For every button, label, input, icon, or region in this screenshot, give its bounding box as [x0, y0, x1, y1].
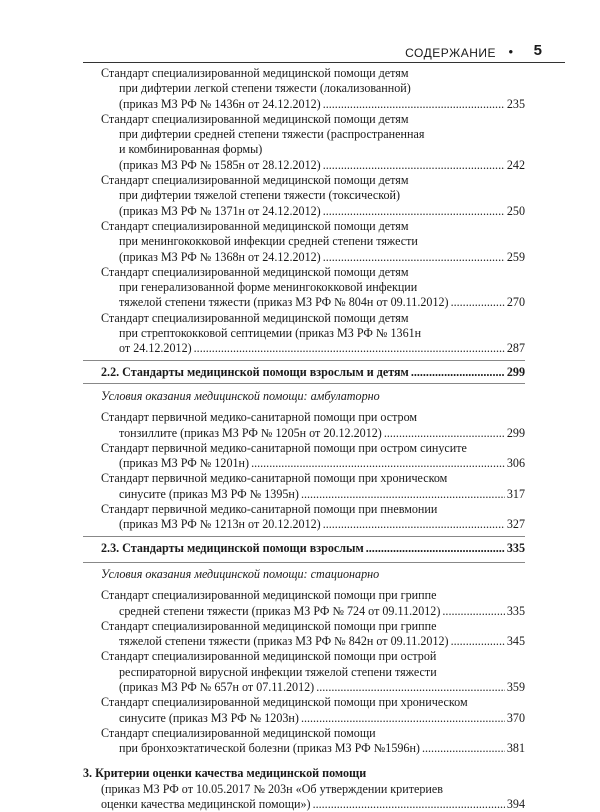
- entry-page-number: 270: [506, 295, 525, 310]
- toc-entry[interactable]: [83, 502, 525, 533]
- toc-entry[interactable]: [83, 311, 525, 357]
- entry-last-line: [101, 711, 525, 726]
- entry-last-line: [101, 487, 525, 502]
- chapter-title: 3. Критерии оценки качества медицинской помощи: [83, 766, 367, 781]
- entry-line: при стрептококковой септицемии (приказ МЗ РФ № 1361н: [119, 326, 422, 341]
- entry-last-text: тяжелой степени тяжести (приказ МЗ РФ № 804н от 09.11.2012): [119, 295, 449, 310]
- chapter-last-line: [101, 797, 525, 812]
- entry-last-line: [101, 456, 525, 471]
- entry-last-line: [101, 204, 525, 219]
- entry-line: респираторной вирусной инфекции тяжелой степени тяжести: [119, 664, 437, 679]
- conditions-stationary: Условия оказания медицинской помощи: стационарно: [83, 562, 525, 588]
- leader-dots: [422, 741, 505, 756]
- leader-dots: [323, 158, 505, 173]
- entry-last-line: [101, 634, 525, 649]
- entry-last-text: (приказ МЗ РФ № 1436н от 24.12.2012): [119, 96, 321, 111]
- running-head-bullet: •: [508, 44, 513, 59]
- leader-dots: [301, 487, 505, 502]
- chapter-last-text: оценки качества медицинской помощи»): [101, 797, 311, 812]
- toc-entry[interactable]: [83, 695, 525, 726]
- table-of-contents: [83, 66, 525, 812]
- leader-dots: [323, 97, 505, 112]
- entries-2-3: [83, 588, 525, 756]
- chapter-page: 394: [506, 797, 525, 812]
- entry-line: Стандарт специализированной медицинской помощи при гриппе: [101, 588, 437, 603]
- leader-dots: [313, 797, 505, 812]
- entry-last-text: (приказ МЗ РФ № 1371н от 24.12.2012): [119, 203, 321, 218]
- entry-last-text: средней степени тяжести (приказ МЗ РФ № 724 от 09.11.2012): [119, 603, 441, 618]
- leader-dots: [316, 680, 505, 695]
- entry-last-text: от 24.12.2012): [119, 341, 192, 356]
- entry-line: Стандарт специализированной медицинской помощи: [101, 725, 376, 740]
- entry-last-line: [101, 604, 525, 619]
- entry-line: Стандарт специализированной медицинской помощи детям: [101, 66, 409, 80]
- leader-dots: [251, 456, 505, 471]
- leader-dots: [451, 634, 505, 649]
- entries-2-2: [83, 410, 525, 532]
- leader-dots: [451, 295, 505, 310]
- toc-entry[interactable]: [83, 471, 525, 502]
- entry-last-text: (приказ МЗ РФ № 1368н от 24.12.2012): [119, 249, 321, 264]
- entry-page-number: 381: [506, 741, 525, 756]
- toc-entry[interactable]: [83, 619, 525, 650]
- chapter-3-heading[interactable]: [83, 766, 525, 812]
- leader-dots: [323, 517, 505, 532]
- entry-page-number: 299: [506, 425, 525, 440]
- section-2-3-heading[interactable]: [83, 536, 525, 559]
- entry-last-line: [101, 295, 525, 310]
- chapter-line: (приказ МЗ РФ от 10.05.2017 № 203н «Об утверждении критериев: [101, 781, 443, 796]
- entry-last-text: синусите (приказ МЗ РФ № 1395н): [119, 486, 299, 501]
- page-header: [0, 38, 600, 58]
- entry-page-number: 359: [506, 679, 525, 694]
- chapter-subtitle: [83, 782, 525, 812]
- entry-line: Стандарт первичной медико-санитарной помощи при остром: [101, 410, 418, 425]
- entry-last-text: тяжелой степени тяжести (приказ МЗ РФ № 842н от 09.11.2012): [119, 634, 449, 649]
- entry-last-text: (приказ МЗ РФ № 1213н от 20.12.2012): [119, 517, 321, 532]
- spacer: [83, 756, 525, 760]
- entry-page-number: 259: [506, 249, 525, 264]
- toc-entry[interactable]: [83, 219, 525, 265]
- entry-last-text: при бронхоэктатической болезни (приказ МЗ РФ №1596н): [119, 741, 420, 756]
- leader-dots: [323, 204, 505, 219]
- leader-dots: [301, 711, 505, 726]
- entry-line: при дифтерии легкой степени тяжести (локализованной): [119, 81, 411, 96]
- page-number: 5: [533, 42, 542, 59]
- leader-dots: [194, 341, 505, 356]
- entry-last-line: [101, 341, 525, 356]
- entry-page-number: 317: [506, 486, 525, 501]
- entry-last-text: (приказ МЗ РФ № 657н от 07.11.2012): [119, 679, 315, 694]
- entry-last-line: [101, 741, 525, 756]
- header-rule: [83, 62, 565, 63]
- entry-last-line: [101, 97, 525, 112]
- entry-last-text: (приказ МЗ РФ № 1201н): [119, 456, 250, 471]
- entry-line: Стандарт специализированной медицинской помощи при хроническом: [101, 695, 468, 710]
- leader-dots: [384, 426, 505, 441]
- entry-line: Стандарт специализированной медицинской помощи детям: [101, 218, 409, 233]
- entry-page-number: 327: [506, 517, 525, 532]
- leader-dots: [366, 541, 505, 556]
- entry-page-number: 345: [506, 634, 525, 649]
- entry-line: при генерализованной форме менингококковой инфекции: [119, 280, 418, 295]
- entries-top: [83, 66, 525, 357]
- entry-last-text: синусите (приказ МЗ РФ № 1203н): [119, 710, 299, 725]
- entry-line: Стандарт первичной медико-санитарной помощи при пневмонии: [101, 502, 438, 517]
- leader-dots: [323, 250, 505, 265]
- entry-page-number: 250: [506, 203, 525, 218]
- section-title: 2.3. Стандарты медицинской помощи взрослым: [101, 540, 364, 555]
- entry-page-number: 287: [506, 341, 525, 356]
- entry-line: при дифтерии средней степени тяжести (распространенная: [119, 127, 425, 142]
- entry-last-line: [101, 517, 525, 532]
- entry-last-text: тонзиллите (приказ МЗ РФ № 1205н от 20.12.2012): [119, 425, 382, 440]
- section-2-2-heading[interactable]: [83, 360, 525, 384]
- entry-page-number: 306: [506, 456, 525, 471]
- entry-page-number: 335: [506, 603, 525, 618]
- entry-page-number: 370: [506, 710, 525, 725]
- leader-dots: [411, 365, 505, 380]
- entry-line: Стандарт специализированной медицинской помощи детям: [101, 111, 409, 126]
- entry-last-line: [101, 426, 525, 441]
- entry-line: Стандарт специализированной медицинской помощи детям: [101, 173, 409, 188]
- toc-entry[interactable]: [83, 173, 525, 219]
- toc-entry[interactable]: [83, 66, 525, 112]
- section-page: 335: [506, 540, 525, 555]
- entry-line: Стандарт специализированной медицинской помощи детям: [101, 310, 409, 325]
- entry-line: Стандарт первичной медико-санитарной помощи при остром синусите: [101, 440, 467, 455]
- toc-entry[interactable]: [83, 265, 525, 311]
- entry-line: и комбинированная формы): [119, 142, 263, 157]
- conditions-ambulatory: Условия оказания медицинской помощи: амбулаторно: [101, 388, 380, 403]
- entry-last-line: [101, 250, 525, 265]
- toc-entry[interactable]: [83, 441, 525, 472]
- toc-entry[interactable]: [83, 112, 525, 173]
- entry-last-text: (приказ МЗ РФ № 1585н от 28.12.2012): [119, 157, 321, 172]
- toc-entry[interactable]: [83, 410, 525, 441]
- running-head-title: СОДЕРЖАНИЕ: [405, 46, 496, 60]
- entry-page-number: 235: [506, 96, 525, 111]
- entry-line: при дифтерии тяжелой степени тяжести (токсической): [119, 188, 401, 203]
- section-title: 2.2. Стандарты медицинской помощи взрослым и детям: [101, 364, 409, 379]
- leader-dots: [442, 604, 504, 619]
- toc-entry[interactable]: [83, 649, 525, 695]
- toc-entry[interactable]: [83, 726, 525, 757]
- toc-entry[interactable]: [83, 588, 525, 619]
- entry-line: Стандарт специализированной медицинской помощи детям: [101, 264, 409, 279]
- entry-last-line: [101, 680, 525, 695]
- entry-line: Стандарт специализированной медицинской помощи при гриппе: [101, 618, 437, 633]
- entry-page-number: 242: [506, 157, 525, 172]
- entry-last-line: [101, 158, 525, 173]
- section-page: 299: [506, 364, 525, 379]
- entry-line: при менингококковой инфекции средней степени тяжести: [119, 234, 418, 249]
- entry-line: Стандарт специализированной медицинской помощи при острой: [101, 649, 437, 664]
- entry-line: Стандарт первичной медико-санитарной помощи при хроническом: [101, 471, 448, 486]
